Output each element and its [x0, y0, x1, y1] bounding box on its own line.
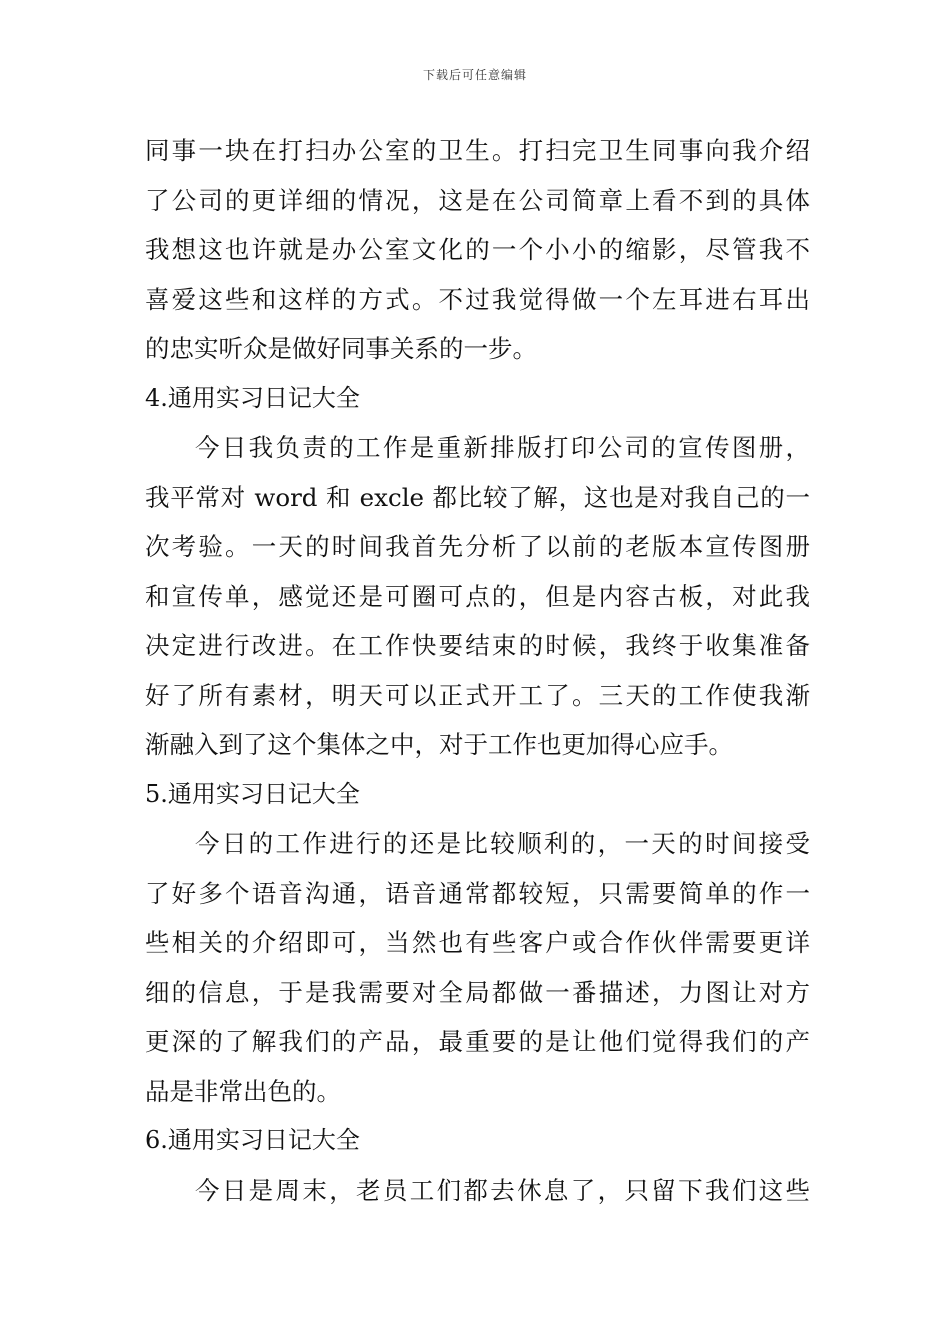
text-line: 些相关的介绍即可，当然也有些客户或合作伙伴需要更详: [145, 928, 810, 957]
paragraph-first-line: 今日我负责的工作是重新排版打印公司的宣传图册，: [195, 433, 810, 462]
page-header: 下载后可任意编辑: [422, 68, 527, 82]
text-line: 了好多个语音沟通，语音通常都较短，只需要简单的作一: [145, 878, 810, 908]
text-line: 喜爱这些和这样的方式。不过我觉得做一个左耳进右耳出: [145, 284, 810, 314]
text-line: 同事一块在打扫办公室的卫生。打扫完卫生同事向我介绍: [145, 136, 810, 165]
section-heading: 5.通用实习日记大全: [145, 779, 360, 808]
text-line: 更深的了解我们的产品，最重要的是让他们觉得我们的产: [145, 1027, 810, 1056]
text-line: 我想这也许就是办公室文化的一个小小的缩影，尽管我不: [145, 235, 810, 264]
text-line: 了公司的更详细的情况，这是在公司简章上看不到的具体: [145, 185, 810, 215]
section-heading: 4.通用实习日记大全: [145, 383, 360, 412]
paragraph-first-line: 今日是周末，老员工们都去休息了，只留下我们这些: [195, 1175, 810, 1205]
document-body: [145, 126, 810, 1215]
paragraph-first-line: 今日的工作进行的还是比较顺利的，一天的时间接受: [195, 829, 810, 858]
text-line: 和宣传单，感觉还是可圈可点的，但是内容古板，对此我: [145, 581, 810, 611]
text-line: 次考验。一天的时间我首先分析了以前的老版本宣传图册: [145, 532, 810, 561]
section-heading: 6.通用实习日记大全: [145, 1126, 360, 1154]
text-line: 品是非常出色的。: [145, 1076, 341, 1106]
text-line: 的忠实听众是做好同事关系的一步。: [145, 334, 537, 363]
text-line: 我平常对 word 和 excle 都比较了解，这也是对我自己的一: [145, 482, 810, 512]
text-line: 决定进行改进。在工作快要结束的时候，我终于收集准备: [145, 631, 810, 660]
text-line: 渐融入到了这个集体之中，对于工作也更加得心应手。: [145, 730, 733, 759]
text-line: 细的信息，于是我需要对全局都做一番描述，力图让对方: [145, 977, 810, 1007]
text-line: 好了所有素材，明天可以正式开工了。三天的工作使我渐: [145, 680, 810, 710]
